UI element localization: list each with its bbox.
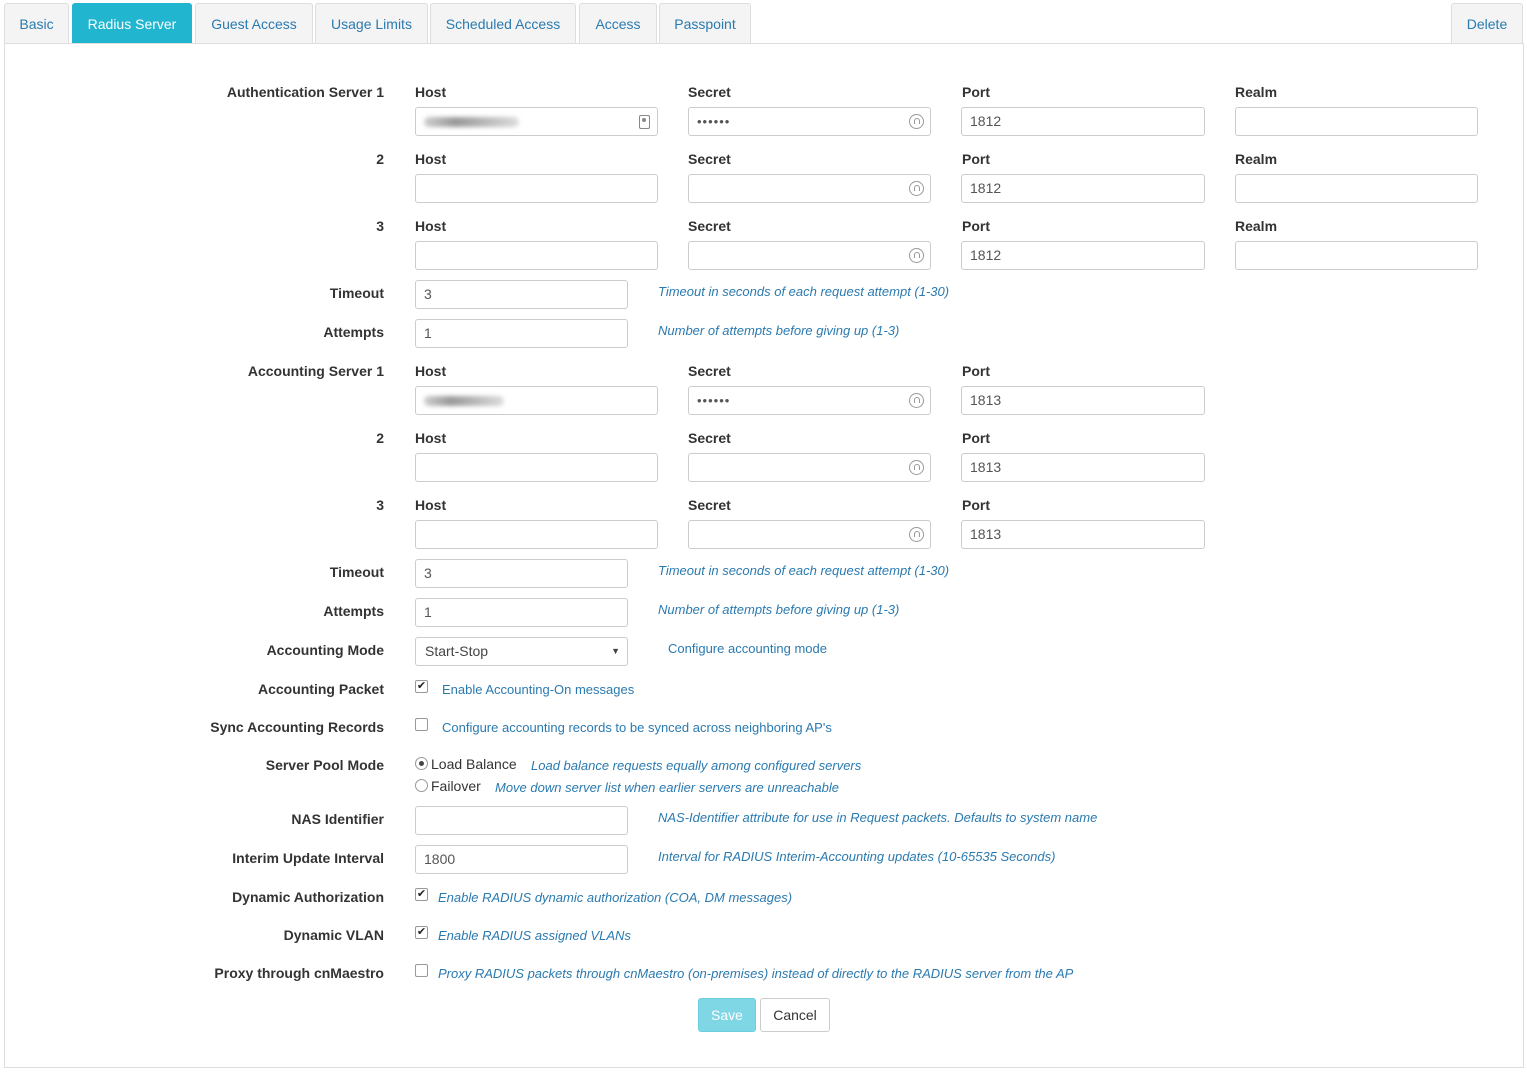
acct2-secret-input[interactable] — [688, 453, 931, 482]
auth-attempts-input[interactable]: 1 — [415, 319, 628, 348]
auth-timeout-input[interactable]: 3 — [415, 280, 628, 309]
failover-help: Move down server list when earlier servers are unreachable — [495, 780, 839, 795]
auth3-host-input[interactable] — [415, 241, 658, 270]
auth-attempts-help: Number of attempts before giving up (1-3) — [658, 323, 900, 338]
secret-label: Secret — [688, 497, 731, 513]
acct-attempts-label: Attempts — [323, 603, 384, 619]
host-label: Host — [415, 430, 447, 446]
dynamic-vlan-label: Dynamic VLAN — [283, 927, 384, 943]
proxy-cnmaestro-help: Proxy RADIUS packets through cnMaestro (on-premises) instead of directly to the RADIUS server from the AP — [438, 966, 1074, 981]
redacted-host — [424, 396, 504, 406]
auth1-realm-input[interactable] — [1235, 107, 1478, 136]
auth3-realm-input[interactable] — [1235, 241, 1478, 270]
sync-accounting-help: Configure accounting records to be synced across neighboring AP's — [442, 720, 832, 735]
acct-attempts-help: Number of attempts before giving up (1-3) — [658, 602, 900, 617]
auth3-port-input[interactable]: 1812 — [961, 241, 1205, 270]
auth1-secret-input[interactable] — [688, 107, 931, 136]
auth-server-3-label: 3 — [376, 218, 384, 234]
acct1-secret-value: •••••• — [697, 393, 731, 408]
secret-label: Secret — [688, 151, 731, 167]
dynamic-authorization-help: Enable RADIUS dynamic authorization (COA, DM messages) — [438, 890, 793, 905]
show-password-icon[interactable] — [909, 393, 924, 408]
secret-label: Secret — [688, 430, 731, 446]
auth1-host-input[interactable] — [415, 107, 658, 136]
auth2-secret-input[interactable] — [688, 174, 931, 203]
acct3-secret-input[interactable] — [688, 520, 931, 549]
caret-down-icon: ▼ — [611, 646, 620, 656]
acct-attempts-input[interactable]: 1 — [415, 598, 628, 627]
nas-identifier-input[interactable] — [415, 806, 628, 835]
accounting-mode-help: Configure accounting mode — [668, 641, 827, 656]
auth-server-2-label: 2 — [376, 151, 384, 167]
port-label: Port — [962, 151, 990, 167]
host-label: Host — [415, 497, 447, 513]
port-label: Port — [962, 218, 990, 234]
auth3-secret-input[interactable] — [688, 241, 931, 270]
show-password-icon[interactable] — [909, 248, 924, 263]
host-label: Host — [415, 151, 447, 167]
failover-radio[interactable] — [415, 779, 428, 792]
server-pool-mode-label: Server Pool Mode — [265, 757, 384, 773]
accounting-mode-label: Accounting Mode — [266, 642, 384, 658]
tab-guest-access[interactable]: Guest Access — [195, 3, 313, 44]
tab-scheduled-access[interactable]: Scheduled Access — [430, 3, 576, 44]
secret-label: Secret — [688, 363, 731, 379]
realm-label: Realm — [1235, 151, 1278, 167]
auth1-secret-value: •••••• — [697, 114, 731, 129]
host-label: Host — [415, 84, 447, 100]
interim-update-help: Interval for RADIUS Interim-Accounting updates (10-65535 Seconds) — [658, 849, 1056, 864]
save-button[interactable]: Save — [698, 998, 756, 1032]
port-label: Port — [962, 363, 990, 379]
dynamic-authorization-label: Dynamic Authorization — [232, 889, 384, 905]
auth2-host-input[interactable] — [415, 174, 658, 203]
acct1-secret-input[interactable] — [688, 386, 931, 415]
show-password-icon[interactable] — [909, 114, 924, 129]
auth-timeout-help: Timeout in seconds of each request attempt (1-30) — [658, 284, 950, 299]
tab-basic[interactable]: Basic — [4, 3, 69, 44]
acct-server-3-label: 3 — [376, 497, 384, 513]
accounting-mode-value: Start-Stop — [425, 643, 489, 659]
dynamic-vlan-help: Enable RADIUS assigned VLANs — [438, 928, 631, 943]
acct3-host-input[interactable] — [415, 520, 658, 549]
accounting-mode-select[interactable] — [415, 637, 628, 666]
acct2-port-input[interactable]: 1813 — [961, 453, 1205, 482]
tab-bar — [4, 3, 1523, 44]
load-balance-help: Load balance requests equally among configured servers — [531, 758, 862, 773]
auth-server-1-label: Authentication Server 1 — [226, 84, 384, 100]
accounting-packet-checkbox[interactable]: ✔ — [416, 680, 427, 692]
secret-label: Secret — [688, 84, 731, 100]
tab-radius-server[interactable]: Radius Server — [72, 3, 192, 44]
show-password-icon[interactable] — [909, 181, 924, 196]
sync-accounting-label: Sync Accounting Records — [210, 719, 384, 735]
cancel-button[interactable]: Cancel — [760, 998, 830, 1032]
proxy-cnmaestro-label: Proxy through cnMaestro — [214, 965, 384, 981]
failover-label: Failover — [431, 778, 481, 794]
auth2-port-input[interactable]: 1812 — [961, 174, 1205, 203]
acct-server-1-label: Accounting Server 1 — [247, 363, 384, 379]
nas-identifier-help: NAS-Identifier attribute for use in Request packets. Defaults to system name — [658, 810, 1098, 825]
accounting-packet-help: Enable Accounting-On messages — [442, 682, 635, 697]
acct1-port-input[interactable]: 1813 — [961, 386, 1205, 415]
sync-accounting-checkbox[interactable] — [415, 718, 428, 731]
tab-passpoint[interactable]: Passpoint — [659, 3, 751, 44]
tab-access[interactable]: Access — [579, 3, 657, 44]
load-balance-radio[interactable] — [415, 757, 428, 770]
acct-server-2-label: 2 — [376, 430, 384, 446]
port-label: Port — [962, 430, 990, 446]
acct3-port-input[interactable]: 1813 — [961, 520, 1205, 549]
acct-timeout-help: Timeout in seconds of each request attempt (1-30) — [658, 563, 950, 578]
acct-timeout-label: Timeout — [329, 564, 384, 580]
contact-card-icon — [639, 115, 650, 129]
show-password-icon[interactable] — [909, 527, 924, 542]
host-label: Host — [415, 363, 447, 379]
auth-timeout-label: Timeout — [329, 285, 384, 301]
secret-label: Secret — [688, 218, 731, 234]
tab-usage-limits[interactable]: Usage Limits — [315, 3, 428, 44]
port-label: Port — [962, 84, 990, 100]
accounting-packet-label: Accounting Packet — [257, 681, 384, 697]
acct2-host-input[interactable] — [415, 453, 658, 482]
interim-update-input[interactable]: 1800 — [415, 845, 628, 874]
auth-attempts-label: Attempts — [323, 324, 384, 340]
load-balance-label: Load Balance — [431, 756, 517, 772]
proxy-cnmaestro-checkbox[interactable] — [415, 964, 428, 977]
dynamic-authorization-checkbox[interactable]: ✔ — [416, 888, 427, 900]
redacted-host — [424, 117, 519, 127]
realm-label: Realm — [1235, 84, 1278, 100]
acct-timeout-input[interactable]: 3 — [415, 559, 628, 588]
auth2-realm-input[interactable] — [1235, 174, 1478, 203]
interim-update-label: Interim Update Interval — [232, 850, 384, 866]
auth1-port-input[interactable]: 1812 — [961, 107, 1205, 136]
delete-button[interactable]: Delete — [1451, 3, 1523, 44]
nas-identifier-label: NAS Identifier — [291, 811, 384, 827]
dynamic-vlan-checkbox[interactable]: ✔ — [416, 926, 427, 938]
show-password-icon[interactable] — [909, 460, 924, 475]
acct1-host-input[interactable] — [415, 386, 658, 415]
realm-label: Realm — [1235, 218, 1278, 234]
port-label: Port — [962, 497, 990, 513]
host-label: Host — [415, 218, 447, 234]
